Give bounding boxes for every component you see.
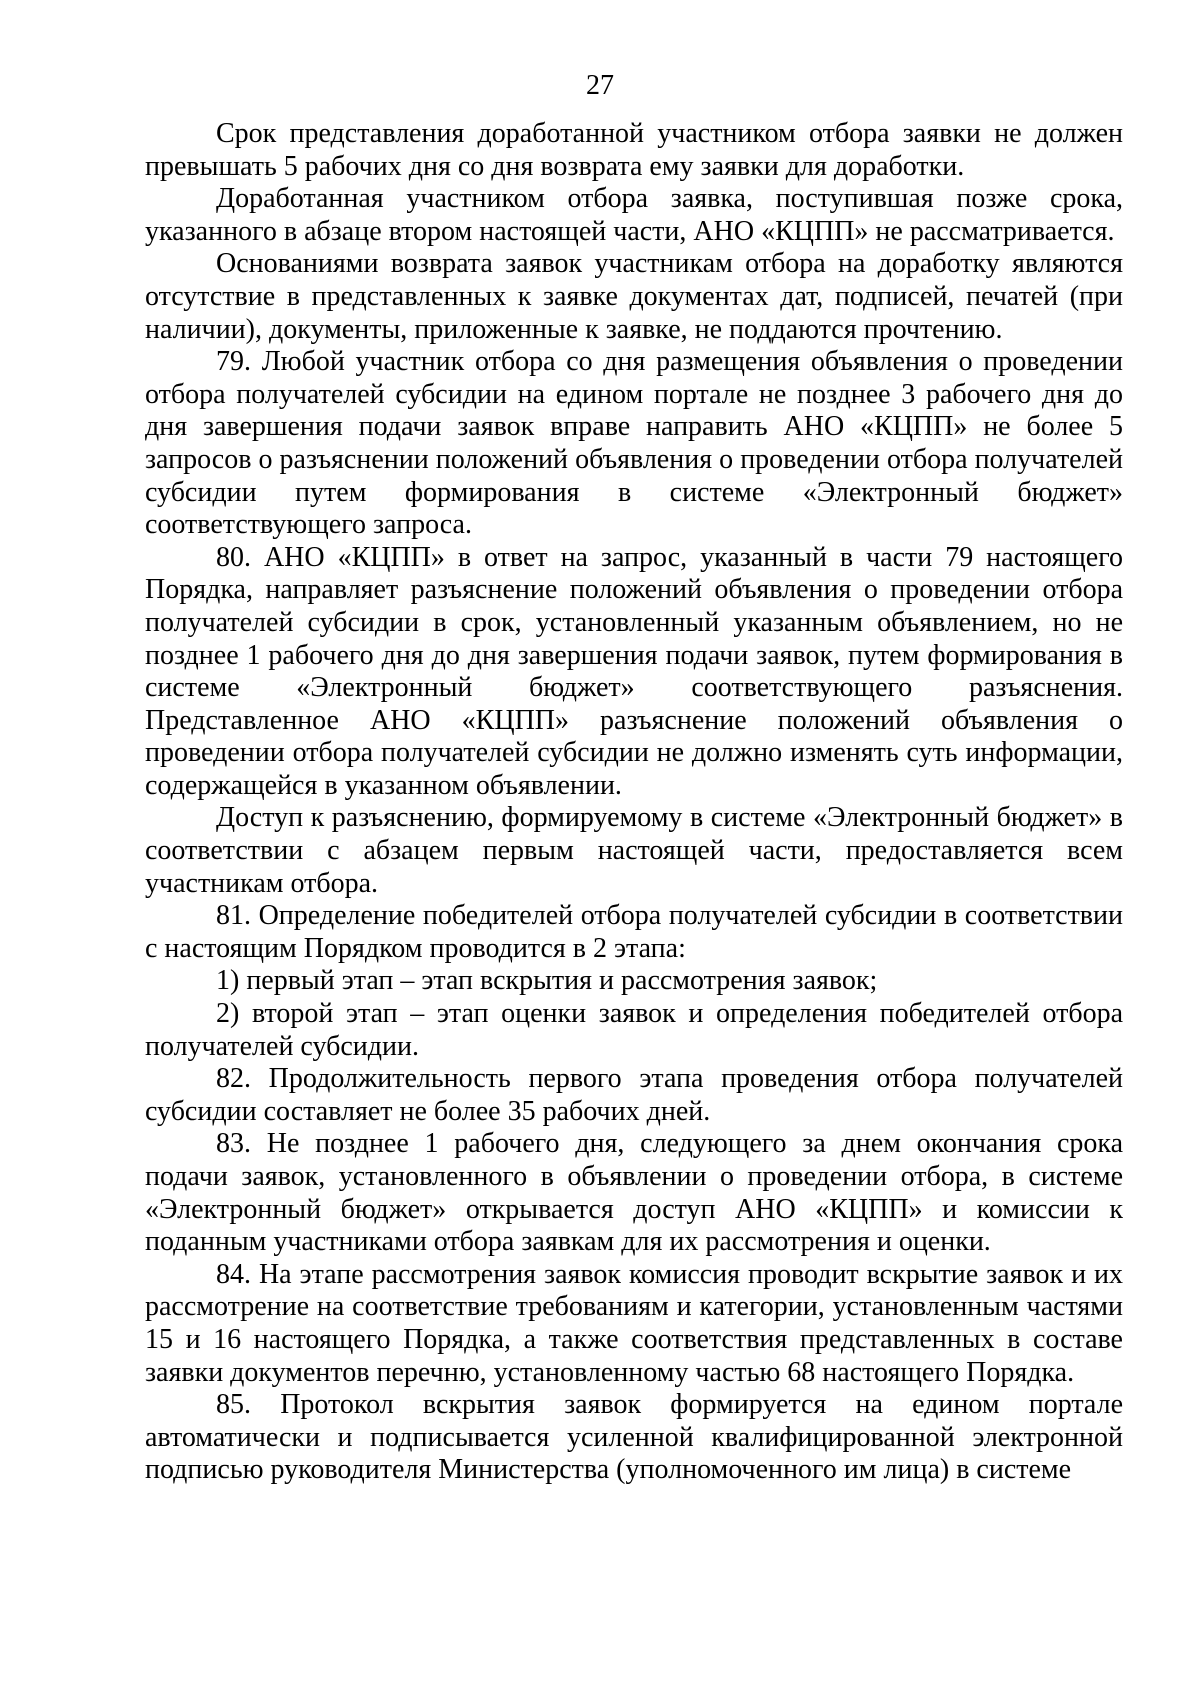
paragraph-stage-1: 1) первый этап – этап вскрытия и рассмотрения заявок; bbox=[216, 965, 878, 997]
paragraph-late-application: Доработанная участником отбора заявка, поступившая позже срока, указанного в абзаце втором настоящей части, АНО «КЦПП» не рассматривается. bbox=[145, 183, 1123, 247]
paragraph-item-81: 81. Определение победителей отбора получателей субсидии в соответствии с настоящим Порядком проводится в 2 этапа: bbox=[145, 900, 1123, 964]
paragraph-item-83: 83. Не позднее 1 рабочего дня, следующего за днем окончания срока подачи заявок, установленного в объявлении о проведении отбора, в системе «Электронный бюджет» открывается доступ АНО «КЦПП» и комиссии к поданным участниками отбора заявкам для их рассмотрения и оценки. bbox=[145, 1128, 1123, 1258]
paragraph-item-84: 84. На этапе рассмотрения заявок комиссия проводит вскрытие заявок и их рассмотрение на соответствие требованиям и категории, установленным частями 15 и 16 настоящего Порядка, а также соответствия представленных в составе заявки документов перечню, установленному частью 68 настоящего Порядка. bbox=[145, 1258, 1123, 1388]
paragraph-clarification-access: Доступ к разъяснению, формируемому в системе «Электронный бюджет» в соответствии с абзацем первым настоящей части, предоставляется всем участникам отбора. bbox=[145, 802, 1123, 899]
paragraph-item-82: 82. Продолжительность первого этапа проведения отбора получателей субсидии составляет не более 35 рабочих дней. bbox=[145, 1063, 1123, 1127]
paragraph-item-85: 85. Протокол вскрытия заявок формируется на едином портале автоматически и подписывается усиленной квалифицированной электронной подписью руководителя Министерства (уполномоченного им лица) в системе bbox=[145, 1389, 1123, 1486]
paragraph-item-79: 79. Любой участник отбора со дня размещения объявления о проведении отбора получателей субсидии на едином портале не позднее 3 рабочего дня до дня завершения подачи заявок вправе направить АНО «КЦПП» не более 5 запросов о разъяснении положений объявления о проведении отбора получателей субсидии путем формирования в системе «Электронный бюджет» соответствующего запроса. bbox=[145, 346, 1123, 541]
document-body bbox=[145, 118, 1123, 1487]
paragraph-return-grounds: Основаниями возврата заявок участникам отбора на доработку являются отсутствие в представленных к заявке документах дат, подписей, печатей (при наличии), документы, приложенные к заявке, не поддаются прочтению. bbox=[145, 248, 1123, 345]
paragraph-stage-2: 2) второй этап – этап оценки заявок и определения победителей отбора получателей субсидии. bbox=[145, 998, 1123, 1062]
paragraph-deadline-revised-application: Срок представления доработанной участником отбора заявки не должен превышать 5 рабочих дня со дня возврата ему заявки для доработки. bbox=[145, 118, 1123, 182]
page-number: 27 bbox=[586, 70, 614, 101]
paragraph-item-80: 80. АНО «КЦПП» в ответ на запрос, указанный в части 79 настоящего Порядка, направляет разъяснение положений объявления о проведении отбора получателей субсидии в срок, установленный указанным объявлением, но не позднее 1 рабочего дня до дня завершения подачи заявок, путем формирования в системе «Электронный бюджет» соответствующего разъяснения. Представленное АНО «КЦПП» разъяснение положений объявления о проведении отбора получателей субсидии не должно изменять суть информации, содержащейся в указанном объявлении. bbox=[145, 541, 1123, 801]
